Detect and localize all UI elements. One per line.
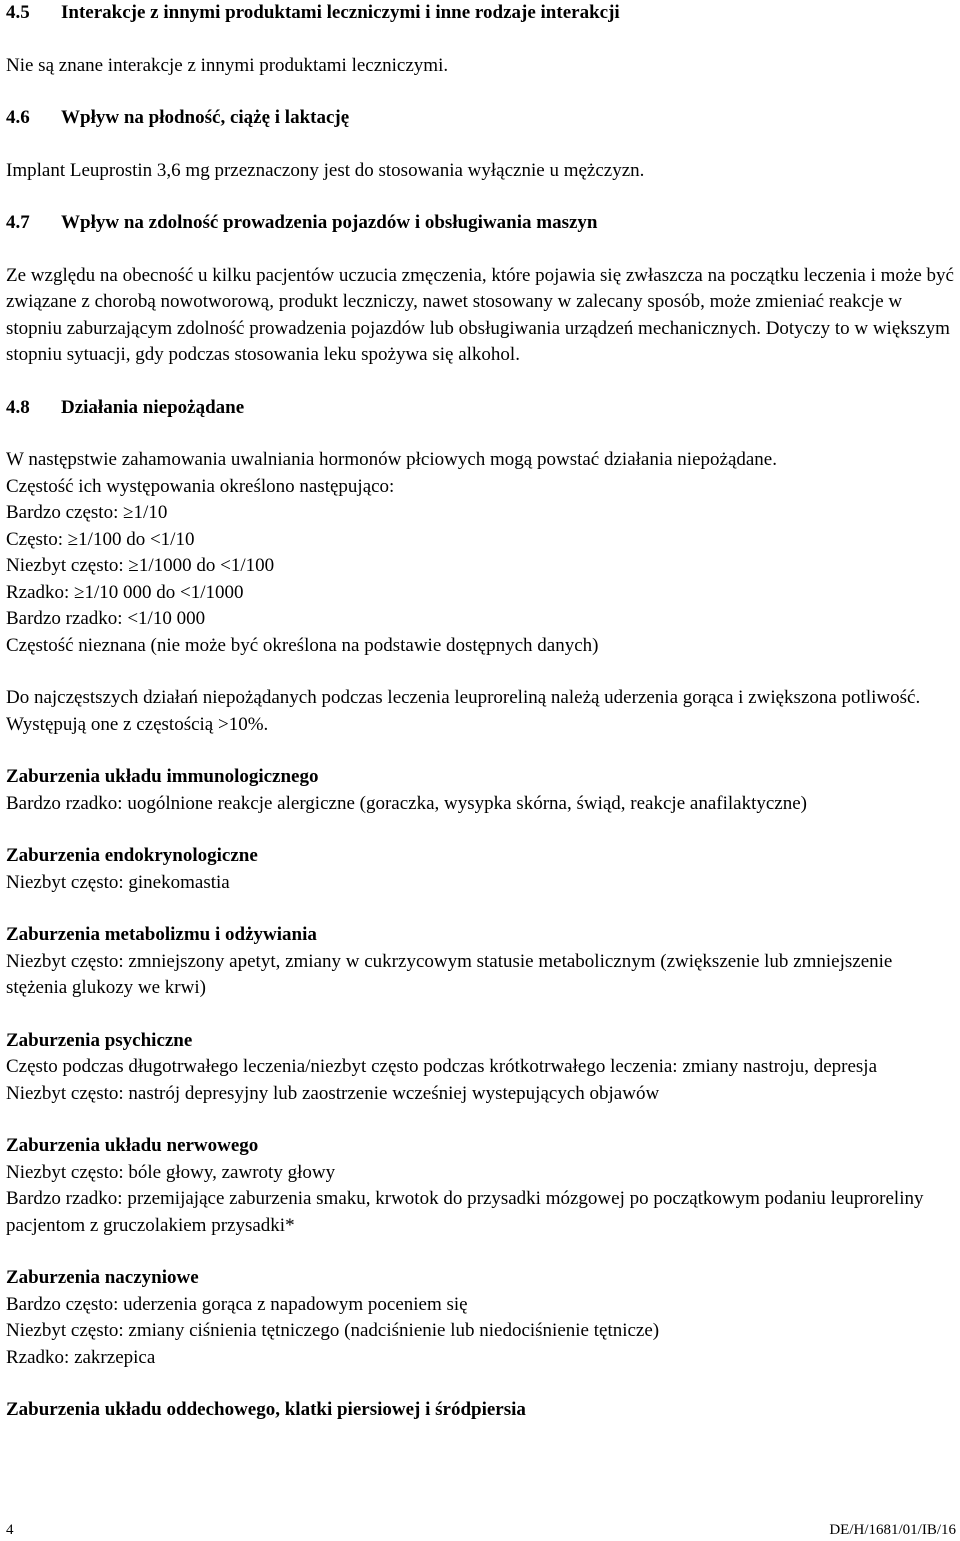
section-text: Implant Leuprostin 3,6 mg przeznaczony jest do stosowania wyłącznie u mężczyzn. (6, 159, 645, 181)
frequency-line: Rzadko: ≥1/10 000 do <1/1000 (6, 581, 244, 603)
group-line: Bardzo często: uderzenia gorąca z napadowym poceniem się (6, 1293, 468, 1315)
section-title: Działania niepożądane (61, 396, 245, 418)
frequency-line: Bardzo często: ≥1/10 (6, 502, 168, 523)
section-heading-4-6 (6, 105, 956, 132)
section-number: 4.8 (6, 396, 30, 418)
group-line: Często podczas długotrwałego leczenia/niezbyt często podczas krótkotrwałego leczenia: zmiany nastroju, depresja (6, 1056, 878, 1077)
group-heading: Zaburzenia układu oddechowego, klatki piersiowej i śródpiersia (6, 1399, 526, 1420)
group-heading: Zaburzenia psychiczne (6, 1029, 193, 1051)
section-heading-4-8 (6, 395, 956, 422)
adverse-effect-groups (6, 738, 956, 1424)
frequency-line: Częstość ich występowania określono następująco: (6, 475, 395, 497)
group-heading: Zaburzenia naczyniowe (6, 1267, 199, 1288)
common-effects-text: Do najczęstszych działań niepożądanych podczas leczenia leuproreliną należą uderzenia gorąca i zwiększona potliwość. Występują one z częstością >10%. (6, 687, 921, 735)
section-number: 4.6 (6, 107, 30, 128)
group-line: Niezbyt często: zmiany ciśnienia tętniczego (nadciśnienie lub niedociśnienie tętnicze) (6, 1320, 660, 1341)
group-line: Niezbyt często: nastrój depresyjny lub zaostrzenie wcześniej wystepujących objawów (6, 1082, 660, 1104)
page-number: 4 (6, 1522, 14, 1538)
group-heading: Zaburzenia układu immunologicznego (6, 766, 319, 787)
document-reference: DE/H/1681/01/IB/16 (829, 1522, 956, 1538)
section-heading-4-7 (6, 210, 956, 237)
section-heading-4-5 (6, 0, 956, 27)
document-page (6, 0, 956, 1424)
group-heading: Zaburzenia układu nerwowego (6, 1135, 259, 1156)
group-line: Niezbyt często: zmniejszony apetyt, zmiany w cukrzycowym statusie metabolicznym (zwiększenie lub zmniejszenie stężenia glukozy we krwi) (6, 950, 893, 998)
group-heading: Zaburzenia metabolizmu i odżywiania (6, 924, 317, 945)
section-number: 4.5 (6, 2, 30, 23)
frequency-line: Bardzo rzadko: <1/10 000 (6, 608, 206, 629)
group-line: Rzadko: zakrzepica (6, 1346, 156, 1368)
group-heading: Zaburzenia endokrynologiczne (6, 845, 258, 866)
section-text: Nie są znane interakcje z innymi produktami leczniczymi. (6, 54, 449, 76)
section-title: Interakcje z innymi produktami leczniczymi i inne rodzaje interakcji (61, 2, 620, 23)
frequency-line: Częstość nieznana (nie może być określona na podstawie dostępnych danych) (6, 634, 599, 656)
group-line: Niezbyt często: bóle głowy, zawroty głowy (6, 1161, 336, 1183)
section-text: Ze względu na obecność u kilku pacjentów uczucia zmęczenia, które pojawia się zwłaszcza na początku leczenia i może być związane z chorobą nowotworową, produkt leczniczy, nawet stosowany w zalecany sposób, może zmieniać reakcje w stopniu zaburzającym zdolność prowadzenia pojazdów lub obsługiwania urządzeń mechanicznych. Dotyczy to w większym stopniu sytuacji, gdy podczas stosowania leku spożywa się alkohol. (6, 264, 954, 365)
page-footer (6, 1521, 956, 1539)
frequency-line: Często: ≥1/100 do <1/10 (6, 528, 195, 550)
section-title: Wpływ na płodność, ciążę i laktację (61, 107, 350, 128)
section-intro: W następstwie zahamowania uwalniania hormonów płciowych mogą powstać działania niepożądane. (6, 449, 777, 470)
section-title: Wpływ na zdolność prowadzenia pojazdów i obsługiwania maszyn (61, 212, 598, 233)
group-line: Bardzo rzadko: uogólnione reakcje alergiczne (goraczka, wysypka skórna, świąd, reakcje anafilaktyczne) (6, 792, 807, 814)
group-line: Bardzo rzadko: przemijające zaburzenia smaku, krwotok do przysadki mózgowej po początkowym podaniu leuproreliny pacjentom z gruczolakiem przysadki* (6, 1188, 924, 1236)
frequency-list (6, 474, 956, 660)
group-line: Niezbyt często: ginekomastia (6, 871, 230, 893)
frequency-line: Niezbyt często: ≥1/1000 do <1/100 (6, 555, 275, 576)
section-number: 4.7 (6, 212, 30, 233)
